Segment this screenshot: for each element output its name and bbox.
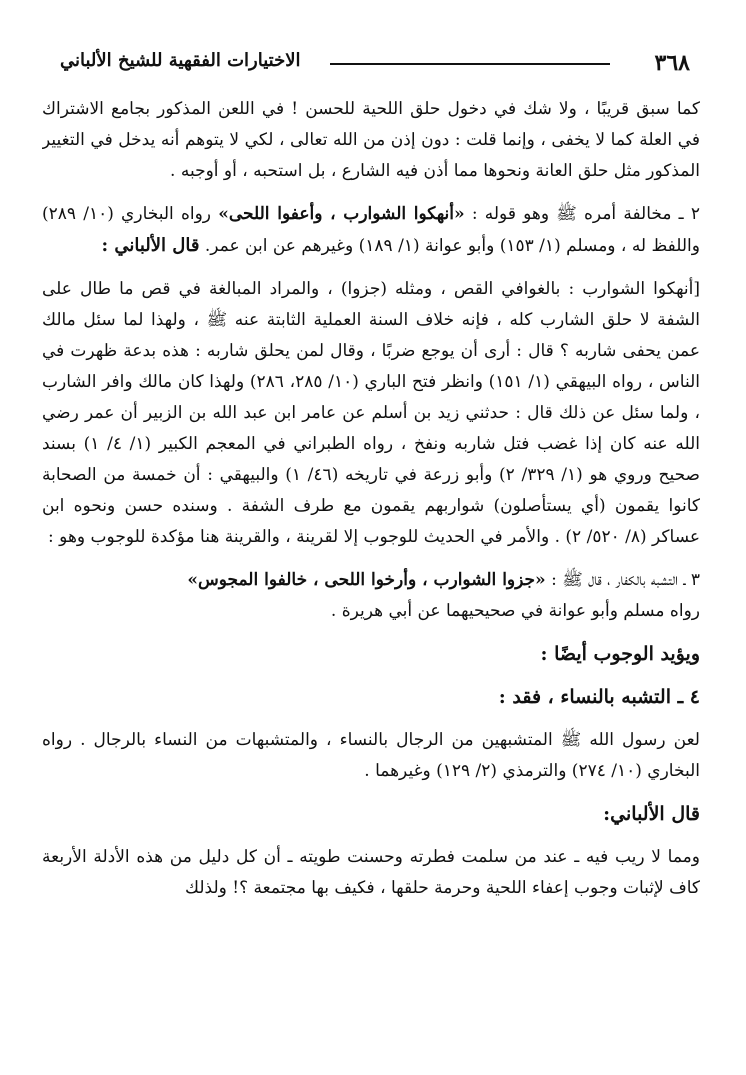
albani-label-2: قال الألباني: bbox=[603, 803, 700, 825]
page-body bbox=[42, 94, 700, 1054]
book-title: الاختيارات الفقهية للشيخ الألباني bbox=[60, 50, 301, 71]
header-rule bbox=[330, 63, 610, 65]
paragraph-intro: كما سبق قريبًا ، ولا شك في دخول حلق اللحية للحسن ! في اللعن المذكور بجامع الاشتراك في العلة كما لا يخفى ، وإنما قلت : دون إذن من الله تعالى ، لكي لا يتوهم أنه يدخل في التغيير المذكور مثل حلق العانة ونحوها مما أذن فيه الشارع ، بل استحبه ، أو أوجبه . bbox=[42, 99, 700, 181]
support-heading: ويؤيد الوجوب أيضًا : bbox=[540, 643, 700, 665]
paragraph-point-2 bbox=[42, 199, 700, 262]
page-header bbox=[60, 44, 700, 84]
paragraph-conclusion: ومما لا ريب فيه ـ عند من سلمت فطرته وحسنت طويته ـ أن كل دليل من هذه الأدلة الأربعة كاف لإثبات وجوب إعفاء اللحية وحرمة حلقها ، فكيف بها مجتمعة ؟! ولذلك bbox=[42, 847, 700, 898]
point-2-source: رواه البخاري (١٠/ ٢٨٩) واللفظ له ، ومسلم (١/ ١٥٣) وأبو عوانة (١/ ١٨٩) وغيرهم عن ابن عمر. bbox=[42, 204, 700, 256]
point-3-lead: ٣ ـ التشبه بالكفار ، قال ﷺ : bbox=[551, 570, 700, 590]
paragraph-point-4: لعن رسول الله ﷺ المتشبهين من الرجال بالنساء ، والمتشبهات من النساء بالرجال . رواه البخاري (١٠/ ٢٧٤) والترمذي (٢/ ١٢٩) وغيرهما . bbox=[42, 730, 700, 781]
albani-label-1: قال الألباني : bbox=[101, 235, 200, 256]
point-4-heading: ٤ ـ التشبه بالنساء ، فقد : bbox=[498, 686, 700, 708]
point-3-source: رواه مسلم وأبو عوانة في صحيحيهما عن أبي هريرة . bbox=[330, 601, 700, 621]
hadith-quote-2: «جزوا الشوارب ، وأرخوا اللحى ، خالفوا المجوس» bbox=[187, 570, 546, 590]
paragraph-point-3 bbox=[42, 565, 700, 627]
page-number: ٣٦٨ bbox=[654, 50, 690, 76]
paragraph-albani-comment: [أنهكوا الشوارب : بالغوافي القص ، ومثله (جزوا) ، والمراد المبالغة في قص ما طال على الشفة لا حلق الشارب كله ، فإنه خلاف السنة العملية الثابتة عنه ﷺ ، ولهذا لما سئل مالك عمن يحفى شاربه ؟ قال : أرى أن يوجع ضربًا ، وقال لمن يحلق شاربه : هذه بدعة ظهرت في الناس ، رواه البيهقي (١/ ١٥١) وانظر فتح الباري (١٠/ ٢٨٥، ٢٨٦) ولهذا كان مالك وافر الشارب ، ولما سئل عن ذلك قال : حدثني زيد بن أسلم عن عامر ابن عبد الله بن الزبير أن عمر رضي الله عنه كان إذا غضب فتل شاربه ونفخ ، رواه الطبراني في المعجم الكبير (١/ ٤/ ١) بسند صحيح وروي هو (١/ ٣٢٩/ ٢) وأبو زرعة في تاريخه (٤٦/ ١) والبيهقي : أن خمسة من الصحابة كانوا يقمون (أي يستأصلون) شواربهم يقمون مع طرف الشفة . وسنده حسن ونحوه ابن عساكر (٨/ ٥٢٠/ ٢) . والأمر في الحديث للوجوب إلا لقرينة ، والقرينة هنا مؤكدة للوجوب وهو : bbox=[42, 279, 700, 547]
hadith-quote-1: «أنهكوا الشوارب ، وأعفوا اللحى» bbox=[218, 204, 465, 224]
point-2-lead: ٢ ـ مخالفة أمره ﷺ وهو قوله : bbox=[471, 204, 700, 224]
